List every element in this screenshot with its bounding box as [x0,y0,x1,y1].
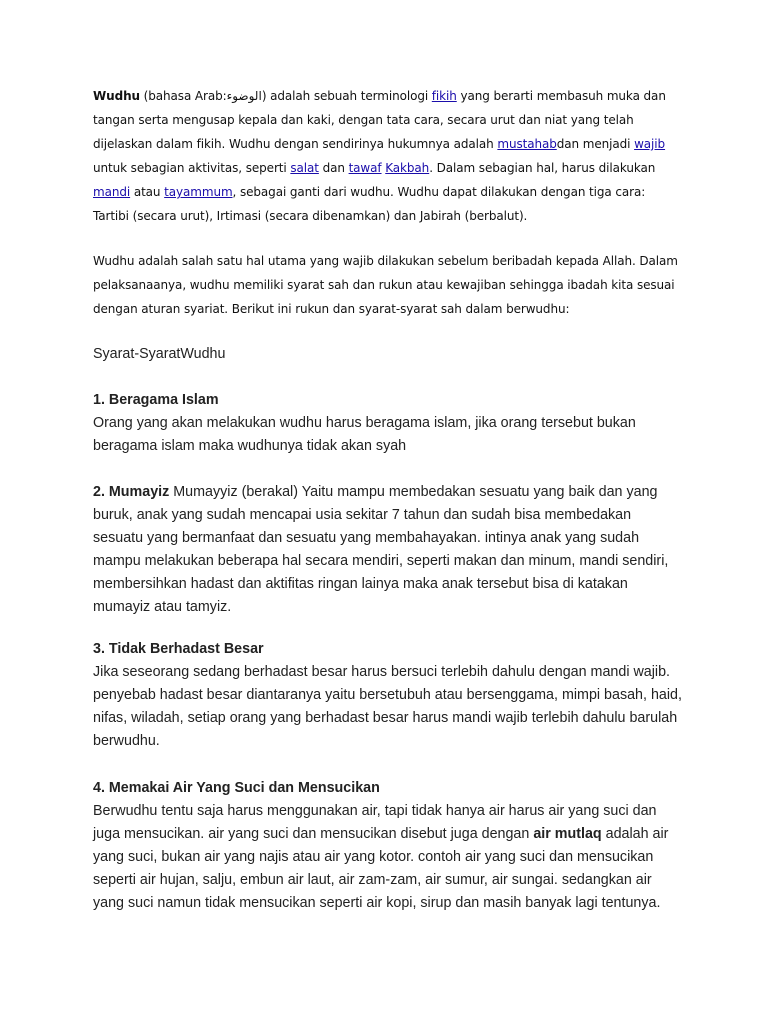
link-salat[interactable]: salat [290,161,319,175]
link-tayammum[interactable]: tayammum [164,185,233,199]
text-segment: , sebagai ganti dari wudhu. Wudhu dapat dilakukan dengan tiga cara: Tartibi (secara urut), Irtimasi (secara dibenamkan) dan Jabirah (berbalut). [93,185,646,223]
requirement-heading: 2. Mumayiz [93,484,170,500]
requirement-item-2 [93,481,683,619]
link-fikih[interactable]: fikih [431,89,457,103]
intro-paragraph-2 [93,249,683,321]
term-wudhu: Wudhu [93,89,140,103]
text-segment: (bahasa Arab: [139,89,227,103]
link-tawaf[interactable]: tawaf [348,161,382,175]
requirement-body: Orang yang akan melakukan wudhu harus beragama islam, jika orang tersebut bukan beragama islam maka wudhunya tidak akan syah [93,415,636,454]
requirement-body: Mumayyiz (berakal) Yaitu mampu membedakan sesuatu yang baik dan yang buruk, anak yang sudah mencapai usia sekitar 7 tahun dan sudah bisa membedakan sesuatu yang bermanfaat dan sesuatu yang membahayakan. intinya anak yang sudah mampu melakukan beberapa hal secara mendiri, seperti makan dan minum, mandi sendiri, membersihkan hadast dan aktifitas ringan lainya maka anak tersebut bisa di katakan mumayiz atau tamyiz. [93,484,669,615]
requirement-item-1 [93,389,683,458]
requirement-body: Berwudhu tentu saja harus menggunakan air, tapi tidak hanya air harus air yang suci dan juga mensucikan. air yang suci dan mensucikan disebut juga dengan [93,803,657,842]
intro-paragraph-2-text: Wudhu adalah salah satu hal utama yang wajib dilakukan sebelum beribadah kepada Allah. Dalam pelaksanaanya, wudhu memiliki syarat sah dan rukun atau kewajiban sehingga ibadah kita sesuai dengan aturan syariat. Berikut ini rukun dan syarat-syarat sah dalam berwudhu: [93,254,678,316]
requirement-heading: 3. Tidak Berhadast Besar [93,641,264,657]
requirement-heading: 4. Memakai Air Yang Suci dan Mensucikan [93,780,380,796]
section-title: Syarat-SyaratWudhu [93,346,226,362]
intro-paragraph-1 [93,84,683,228]
text-segment: atau [130,185,165,199]
requirement-body: adalah air yang suci, bukan air yang najis atau air yang kotor. contoh air yang suci dan mensucikan seperti air hujan, salju, embun air laut, air zam-zam, air sumur, air sungai. sedangkan air yang suci namun tidak mensucikan seperti air kopi, sirup dan masih banyak lagi tentunya. [93,826,669,911]
requirement-heading: 1. Beragama Islam [93,392,219,408]
text-segment: dan menjadi [556,137,635,151]
term-air-mutlaq: air mutlaq [533,826,602,842]
arabic-term: الوضوء [226,89,262,103]
text-segment: . Dalam sebagian hal, harus dilakukan [429,161,656,175]
text-segment: dan [318,161,349,175]
link-mustahab[interactable]: mustahab [497,137,557,151]
link-wajib[interactable]: wajib [634,137,666,151]
requirement-item-4 [93,777,683,915]
text-segment: untuk sebagian aktivitas, seperti [93,161,291,175]
requirement-item-3 [93,638,683,753]
text-segment: yang berarti membasuh muka dan tangan serta mengusap kepala dan kaki, dengan tata cara, secara urut dan niat yang telah dijelaskan dalam fikih. Wudhu dengan sendirinya hukumnya adalah [93,89,666,151]
requirement-body: Jika seseorang sedang berhadast besar harus bersuci terlebih dahulu dengan mandi wajib. penyebab hadast besar diantaranya yaitu bersetubuh atau bersenggama, mimpi basah, haid, nifas, wiladah, setiap orang yang berhadast besar harus mandi wajib terlebih dahulu barulah berwudhu. [93,664,682,749]
text-segment: ) adalah sebuah terminologi [261,89,432,103]
link-mandi[interactable]: mandi [93,185,131,199]
link-kakbah[interactable]: Kakbah [385,161,430,175]
